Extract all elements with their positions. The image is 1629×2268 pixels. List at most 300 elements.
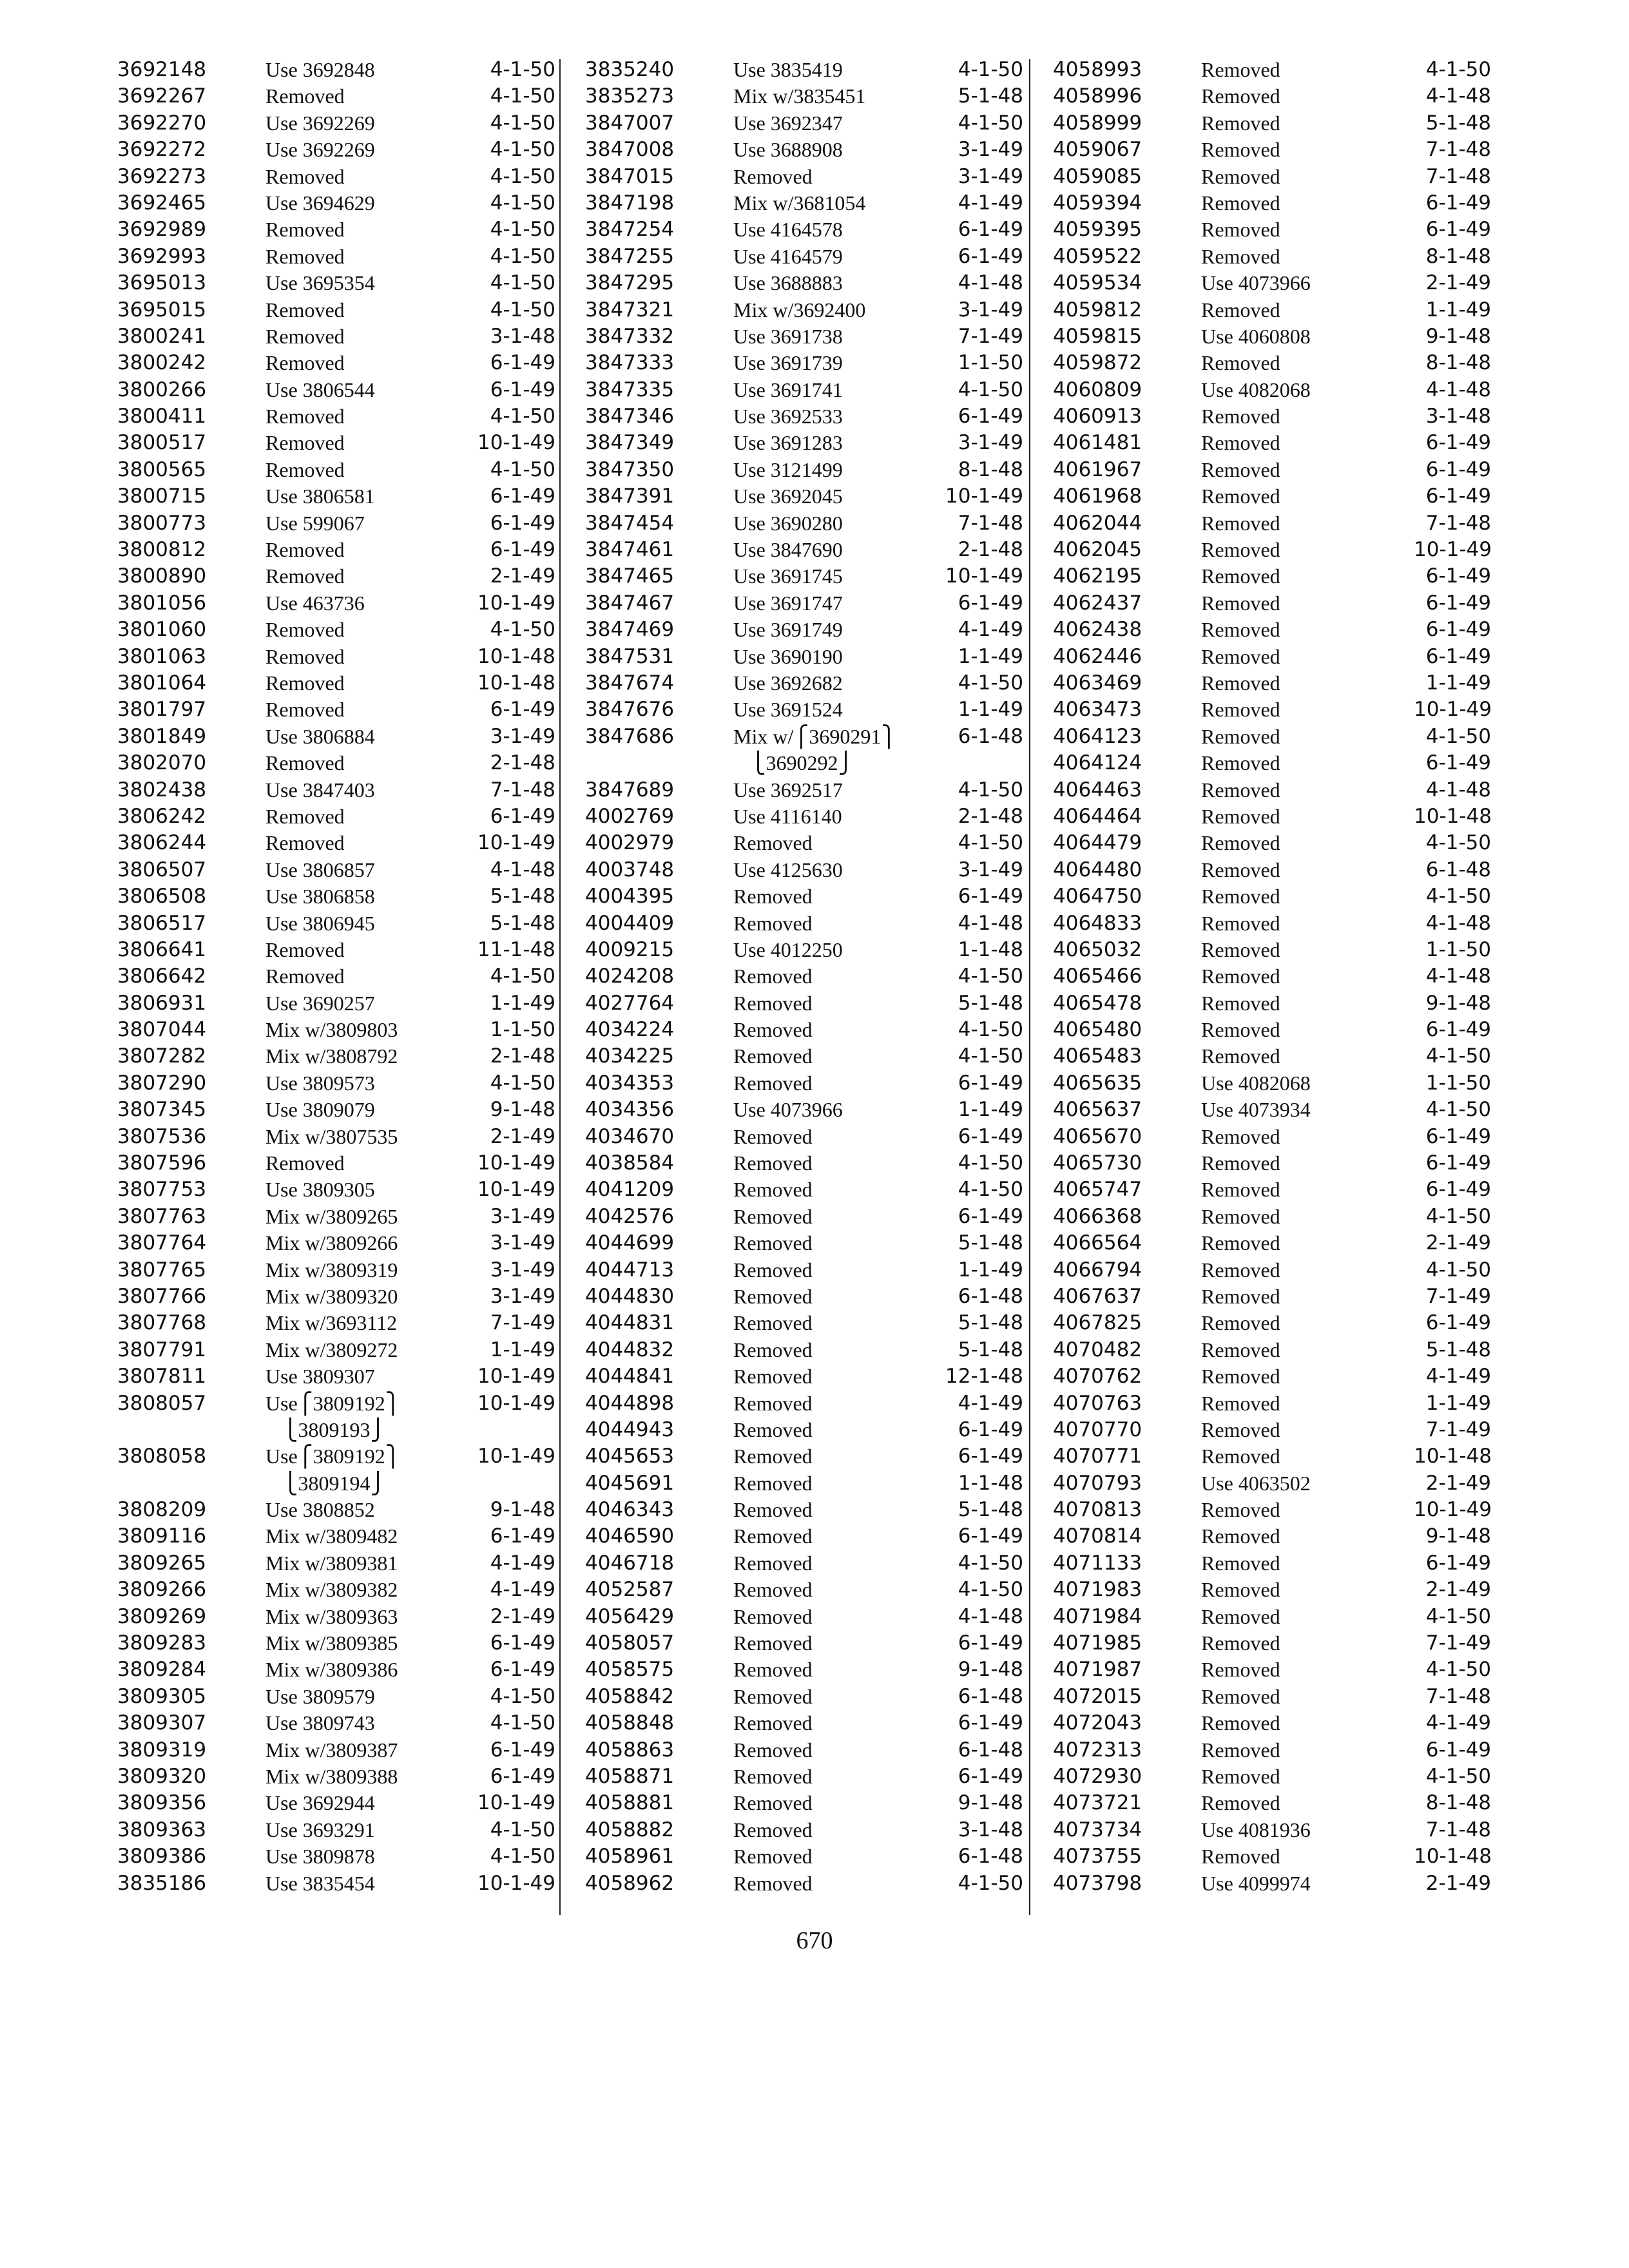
table-row: [117, 1417, 555, 1443]
table-row: [585, 937, 1023, 963]
disposition: Removed: [1201, 298, 1280, 322]
table-row: [585, 1577, 1023, 1603]
disposition: Use 3806581: [265, 485, 375, 508]
effective-date: 4-1-50: [490, 111, 555, 135]
disposition: Removed: [1201, 1391, 1280, 1415]
disposition: Removed: [1201, 1178, 1280, 1202]
effective-date: 7-1-49: [1425, 1284, 1491, 1308]
table-row: [117, 590, 555, 617]
table-row: [585, 1257, 1023, 1283]
disposition: Use 4073966: [733, 1098, 843, 1122]
table-row: [585, 190, 1023, 216]
part-number: 3847333: [585, 351, 675, 375]
disposition: Use 3692848: [265, 58, 375, 81]
effective-date: 3-1-49: [958, 858, 1023, 881]
effective-date: 5-1-48: [490, 911, 555, 935]
disposition: Removed: [1201, 911, 1280, 935]
disposition: Removed: [1201, 1631, 1280, 1655]
effective-date: 1-1-50: [490, 1018, 555, 1042]
effective-date: 6-1-49: [958, 885, 1023, 908]
effective-date: 6-1-49: [1425, 618, 1491, 642]
part-number: 3847332: [585, 324, 675, 348]
effective-date: 6-1-49: [490, 1631, 555, 1655]
disposition: Removed: [733, 1445, 813, 1468]
effective-date: 1-1-48: [958, 937, 1023, 961]
disposition: Removed: [1201, 564, 1280, 588]
effective-date: 10-1-49: [477, 1871, 555, 1895]
part-number: 3847007: [585, 111, 675, 135]
effective-date: 4-1-48: [490, 858, 555, 881]
table-row: [585, 244, 1023, 270]
effective-date: 10-1-49: [1414, 698, 1492, 722]
effective-date: 10-1-49: [477, 1791, 555, 1815]
table-row: [117, 1230, 555, 1256]
column-divider: [1029, 59, 1030, 1915]
part-number: 3806931: [117, 991, 207, 1015]
table-row: [117, 323, 555, 350]
part-number: 4034353: [585, 1071, 675, 1095]
effective-date: 3-1-49: [958, 138, 1023, 162]
part-number: 3692270: [117, 111, 207, 135]
disposition: Removed: [265, 698, 345, 722]
disposition: Mix w/3809387: [265, 1738, 398, 1762]
disposition: Removed: [265, 538, 345, 562]
effective-date: 6-1-49: [490, 1658, 555, 1682]
table-row: [117, 1097, 555, 1123]
disposition: Removed: [1201, 457, 1280, 481]
table-row: [117, 910, 555, 937]
effective-date: 4-1-48: [958, 911, 1023, 935]
table-row: [117, 963, 555, 990]
effective-date: 3-1-49: [490, 1231, 555, 1255]
effective-date: 6-1-48: [1425, 858, 1491, 881]
effective-date: 4-1-50: [958, 378, 1023, 401]
table-row: [117, 297, 555, 323]
table-row: [117, 377, 555, 403]
part-number: 3800517: [117, 431, 207, 455]
effective-date: 4-1-50: [1425, 1765, 1491, 1788]
part-number: 4044713: [585, 1258, 675, 1282]
disposition: Removed: [733, 1231, 813, 1255]
part-number: 4027764: [585, 991, 675, 1015]
disposition: Removed: [1201, 1338, 1280, 1361]
disposition: Use 3691741: [733, 378, 843, 401]
disposition: Removed: [733, 1071, 813, 1095]
effective-date: 4-1-50: [1425, 831, 1491, 855]
disposition: Removed: [1201, 1658, 1280, 1682]
part-number: 3847349: [585, 431, 675, 455]
disposition: Removed: [1201, 538, 1280, 562]
disposition: Removed: [265, 937, 345, 961]
table-row: [585, 1070, 1023, 1097]
part-number: 4071983: [1053, 1578, 1142, 1602]
table-row: [585, 590, 1023, 617]
disposition: Removed: [733, 1284, 813, 1308]
part-number: 4071133: [1053, 1551, 1142, 1575]
effective-date: 4-1-50: [1425, 724, 1491, 748]
table-row: [1053, 1577, 1491, 1603]
disposition: Removed: [265, 804, 345, 828]
effective-date: 4-1-50: [958, 1578, 1023, 1602]
part-number: 4059812: [1053, 298, 1142, 322]
disposition: Removed: [1201, 191, 1280, 215]
part-number: 3847008: [585, 138, 675, 162]
part-number: 3801797: [117, 698, 207, 722]
table-row: [585, 1817, 1023, 1843]
table-row: [585, 1443, 1023, 1470]
table-row: [1053, 617, 1491, 643]
part-number: 4058057: [585, 1631, 675, 1655]
part-number: 3806507: [117, 858, 207, 881]
part-number: 3692272: [117, 138, 207, 162]
part-number: 4004395: [585, 885, 675, 908]
disposition: Use 463736: [265, 591, 365, 615]
part-number: 3692273: [117, 164, 207, 188]
table-row: [585, 990, 1023, 1017]
effective-date: 3-1-48: [490, 324, 555, 348]
effective-date: 10-1-49: [477, 1178, 555, 1202]
disposition: Removed: [733, 1044, 813, 1068]
effective-date: 4-1-50: [490, 58, 555, 81]
table-row: [1053, 457, 1491, 483]
part-number: 3809386: [117, 1845, 207, 1869]
table-row: [117, 1737, 555, 1763]
part-number: 3801064: [117, 671, 207, 695]
effective-date: 6-1-49: [1425, 191, 1491, 215]
disposition: Use 3688908: [733, 138, 843, 162]
disposition: Removed: [733, 1871, 813, 1895]
disposition: Removed: [1201, 724, 1280, 748]
table-row: [117, 350, 555, 376]
part-number: 4071984: [1053, 1604, 1142, 1628]
effective-date: 4-1-50: [1425, 1658, 1491, 1682]
disposition: Removed: [265, 564, 345, 588]
table-row: [117, 1310, 555, 1336]
effective-date: 2-1-48: [490, 1044, 555, 1068]
part-number: 4044943: [585, 1418, 675, 1441]
table-row: [585, 1363, 1023, 1390]
part-number: 4059394: [1053, 191, 1142, 215]
disposition: Removed: [1201, 351, 1280, 375]
disposition: Removed: [265, 164, 345, 188]
disposition: Removed: [733, 831, 813, 855]
table-row: [117, 190, 555, 216]
table-row: [585, 1790, 1023, 1816]
part-number: 4059534: [1053, 271, 1142, 295]
disposition: Use 3692347: [733, 111, 843, 135]
table-row: [117, 1390, 555, 1417]
disposition: Removed: [1201, 511, 1280, 535]
effective-date: 7-1-48: [1425, 164, 1491, 188]
table-row: [585, 164, 1023, 190]
disposition: Removed: [733, 1018, 813, 1042]
table-row: [117, 1870, 555, 1897]
part-number: 4009215: [585, 937, 675, 961]
disposition: Mix w/3809803: [265, 1018, 398, 1042]
part-number: 4058999: [1053, 111, 1142, 135]
disposition: Mix w/3809363: [265, 1604, 398, 1628]
disposition: Removed: [1201, 858, 1280, 881]
table-row: [117, 1523, 555, 1550]
disposition: Use 4099974: [1201, 1871, 1311, 1895]
disposition: Removed: [265, 298, 345, 322]
table-row: [1053, 1763, 1491, 1790]
part-number: 3692989: [117, 218, 207, 242]
part-number: 4070762: [1053, 1365, 1142, 1389]
part-number: 4065480: [1053, 1018, 1142, 1042]
part-number: 4052587: [585, 1578, 675, 1602]
effective-date: 6-1-49: [958, 1524, 1023, 1548]
effective-date: 6-1-49: [1425, 1178, 1491, 1202]
effective-date: 2-1-49: [490, 1124, 555, 1148]
effective-date: 4-1-50: [490, 1818, 555, 1841]
table-row: [117, 1550, 555, 1577]
part-number: 3807044: [117, 1018, 207, 1042]
part-number: 4063469: [1053, 671, 1142, 695]
effective-date: 4-1-50: [490, 965, 555, 988]
disposition: Removed: [1201, 751, 1280, 775]
effective-date: 5-1-48: [958, 1231, 1023, 1255]
disposition: Removed: [1201, 698, 1280, 722]
table-row: [1053, 1177, 1491, 1203]
table-row: [1053, 1310, 1491, 1336]
part-number: 3800241: [117, 324, 207, 348]
part-number: 3807766: [117, 1284, 207, 1308]
part-number: 4058842: [585, 1684, 675, 1708]
table-row: [585, 963, 1023, 990]
table-row: [1053, 190, 1491, 216]
effective-date: 10-1-49: [477, 1445, 555, 1468]
part-number: 4067637: [1053, 1284, 1142, 1308]
effective-date: 10-1-48: [477, 671, 555, 695]
part-number: 4062044: [1053, 511, 1142, 535]
disposition: Use 4063502: [1201, 1471, 1311, 1495]
disposition: Removed: [733, 1204, 813, 1228]
disposition: Use 3809573: [265, 1071, 375, 1095]
part-number: 4073798: [1053, 1871, 1142, 1895]
table-row: [117, 164, 555, 190]
effective-date: 6-1-49: [958, 1445, 1023, 1468]
table-row: [1053, 1390, 1491, 1417]
table-row: [585, 83, 1023, 110]
effective-date: 6-1-49: [958, 218, 1023, 242]
part-number: 4065466: [1053, 965, 1142, 988]
table-row: [585, 297, 1023, 323]
part-number: 3692993: [117, 244, 207, 268]
disposition: Removed: [265, 671, 345, 695]
disposition: Removed: [733, 1765, 813, 1788]
part-number: 3692465: [117, 191, 207, 215]
part-number: 4059522: [1053, 244, 1142, 268]
part-number: 3847469: [585, 618, 675, 642]
part-number: 4061968: [1053, 485, 1142, 508]
effective-date: 3-1-48: [1425, 405, 1491, 428]
effective-date: 10-1-49: [477, 1391, 555, 1415]
table-row: [1053, 1843, 1491, 1870]
effective-date: 9-1-48: [958, 1658, 1023, 1682]
effective-date: 4-1-50: [490, 298, 555, 322]
disposition: Removed: [1201, 138, 1280, 162]
table-row: [585, 1283, 1023, 1310]
part-number: 4065670: [1053, 1124, 1142, 1148]
disposition: Use 4060808: [1201, 324, 1311, 348]
table-row: [585, 510, 1023, 537]
part-number: 4064750: [1053, 885, 1142, 908]
disposition: Mix w/3807535: [265, 1124, 398, 1148]
disposition: Removed: [1201, 1258, 1280, 1282]
disposition: Removed: [1201, 1124, 1280, 1148]
effective-date: 8-1-48: [1425, 351, 1491, 375]
effective-date: 5-1-48: [1425, 1338, 1491, 1361]
table-row: [117, 1363, 555, 1390]
disposition: Removed: [1201, 1151, 1280, 1175]
effective-date: 6-1-49: [1425, 1151, 1491, 1175]
disposition: Use 3691738: [733, 324, 843, 348]
disposition: Removed: [1201, 1765, 1280, 1788]
effective-date: 6-1-49: [1425, 591, 1491, 615]
effective-date: 8-1-48: [958, 457, 1023, 481]
effective-date: 10-1-49: [945, 564, 1023, 588]
disposition: Removed: [733, 1524, 813, 1548]
part-number: 3847198: [585, 191, 675, 215]
table-row: [1053, 110, 1491, 137]
table-row: [1053, 1497, 1491, 1523]
table-row: [1053, 350, 1491, 376]
part-number: 4064124: [1053, 751, 1142, 775]
effective-date: 4-1-49: [958, 1391, 1023, 1415]
disposition: Removed: [733, 991, 813, 1015]
table-row: [1053, 1737, 1491, 1763]
disposition: Removed: [1201, 431, 1280, 455]
disposition: Use 4164579: [733, 244, 843, 268]
table-row: [1053, 990, 1491, 1017]
disposition: Removed: [733, 1551, 813, 1575]
effective-date: 10-1-49: [1414, 1498, 1492, 1522]
table-row: [117, 457, 555, 483]
effective-date: 4-1-49: [1425, 1365, 1491, 1389]
effective-date: 4-1-50: [1425, 1098, 1491, 1122]
effective-date: 7-1-48: [490, 778, 555, 802]
table-row: [1053, 57, 1491, 83]
effective-date: 4-1-50: [1425, 1258, 1491, 1282]
disposition: Removed: [733, 1178, 813, 1202]
table-row: [585, 830, 1023, 856]
table-row: [1053, 697, 1491, 723]
table-row: [117, 137, 555, 163]
effective-date: 4-1-50: [490, 164, 555, 188]
disposition: Removed: [1201, 1365, 1280, 1389]
part-number: 4034356: [585, 1098, 675, 1122]
table-row: [585, 57, 1023, 83]
effective-date: 4-1-50: [490, 618, 555, 642]
part-number: 3806517: [117, 911, 207, 935]
table-row: [1053, 137, 1491, 163]
table-row: [117, 270, 555, 296]
part-number: 4062045: [1053, 538, 1142, 562]
part-number: 4056429: [585, 1604, 675, 1628]
part-number: 3807765: [117, 1258, 207, 1282]
disposition: ⎩3809193⎭: [282, 1418, 386, 1441]
table-row: [117, 1283, 555, 1310]
part-number: 4058863: [585, 1738, 675, 1762]
effective-date: 3-1-49: [490, 1284, 555, 1308]
disposition: Mix w/3809382: [265, 1578, 398, 1602]
effective-date: 6-1-49: [490, 1524, 555, 1548]
effective-date: 6-1-49: [490, 1765, 555, 1788]
table-row: [585, 483, 1023, 510]
disposition: Use 3808852: [265, 1498, 375, 1522]
disposition: Use 3809878: [265, 1845, 375, 1869]
disposition: Removed: [733, 911, 813, 935]
part-number: 3800565: [117, 457, 207, 481]
table-row: [1053, 1150, 1491, 1177]
part-number: 4059815: [1053, 324, 1142, 348]
table-row: [1053, 1657, 1491, 1683]
table-row: [117, 1497, 555, 1523]
disposition: Removed: [1201, 1738, 1280, 1762]
table-row: [117, 1657, 555, 1683]
disposition: Removed: [733, 1418, 813, 1441]
effective-date: 4-1-50: [1425, 58, 1491, 81]
disposition: Mix w/3809320: [265, 1284, 398, 1308]
part-number: 4046590: [585, 1524, 675, 1548]
effective-date: 6-1-49: [958, 1204, 1023, 1228]
table-row: [1053, 910, 1491, 937]
disposition: Use 3692269: [265, 138, 375, 162]
part-number: 4058961: [585, 1845, 675, 1869]
disposition: Removed: [1201, 991, 1280, 1015]
table-row: [1053, 164, 1491, 190]
table-row: [117, 697, 555, 723]
table-row: [585, 1017, 1023, 1043]
table-row: [1053, 883, 1491, 910]
disposition: Removed: [1201, 111, 1280, 135]
table-row: [117, 1684, 555, 1710]
disposition: Removed: [1201, 1231, 1280, 1255]
table-row: [585, 1204, 1023, 1230]
table-row: [585, 724, 1023, 750]
table-row: [585, 1097, 1023, 1123]
disposition: Mix w/3692400: [733, 298, 866, 322]
disposition: Removed: [1201, 937, 1280, 961]
table-row: [1053, 724, 1491, 750]
disposition: Removed: [1201, 644, 1280, 668]
part-number: 4072930: [1053, 1765, 1142, 1788]
effective-date: 7-1-48: [1425, 1684, 1491, 1708]
disposition: Removed: [733, 1711, 813, 1735]
effective-date: 4-1-50: [958, 1871, 1023, 1895]
effective-date: 7-1-48: [1425, 1818, 1491, 1841]
disposition: ⎩3690292⎭: [750, 751, 854, 775]
table-row: [585, 1417, 1023, 1443]
disposition: Removed: [1201, 58, 1280, 81]
part-number: 4070814: [1053, 1524, 1142, 1548]
effective-date: 4-1-49: [490, 1551, 555, 1575]
disposition: Removed: [1201, 1204, 1280, 1228]
table-row: [117, 724, 555, 750]
disposition: Removed: [265, 618, 345, 642]
part-number: 4065483: [1053, 1044, 1142, 1068]
table-row: [1053, 403, 1491, 430]
disposition: Use 3692944: [265, 1791, 375, 1815]
table-row: [117, 750, 555, 776]
part-number: 4073755: [1053, 1845, 1142, 1869]
disposition: Removed: [733, 885, 813, 908]
disposition: Use 3688883: [733, 271, 843, 295]
part-number: 3807764: [117, 1231, 207, 1255]
table-row: [117, 244, 555, 270]
table-row: [585, 537, 1023, 563]
